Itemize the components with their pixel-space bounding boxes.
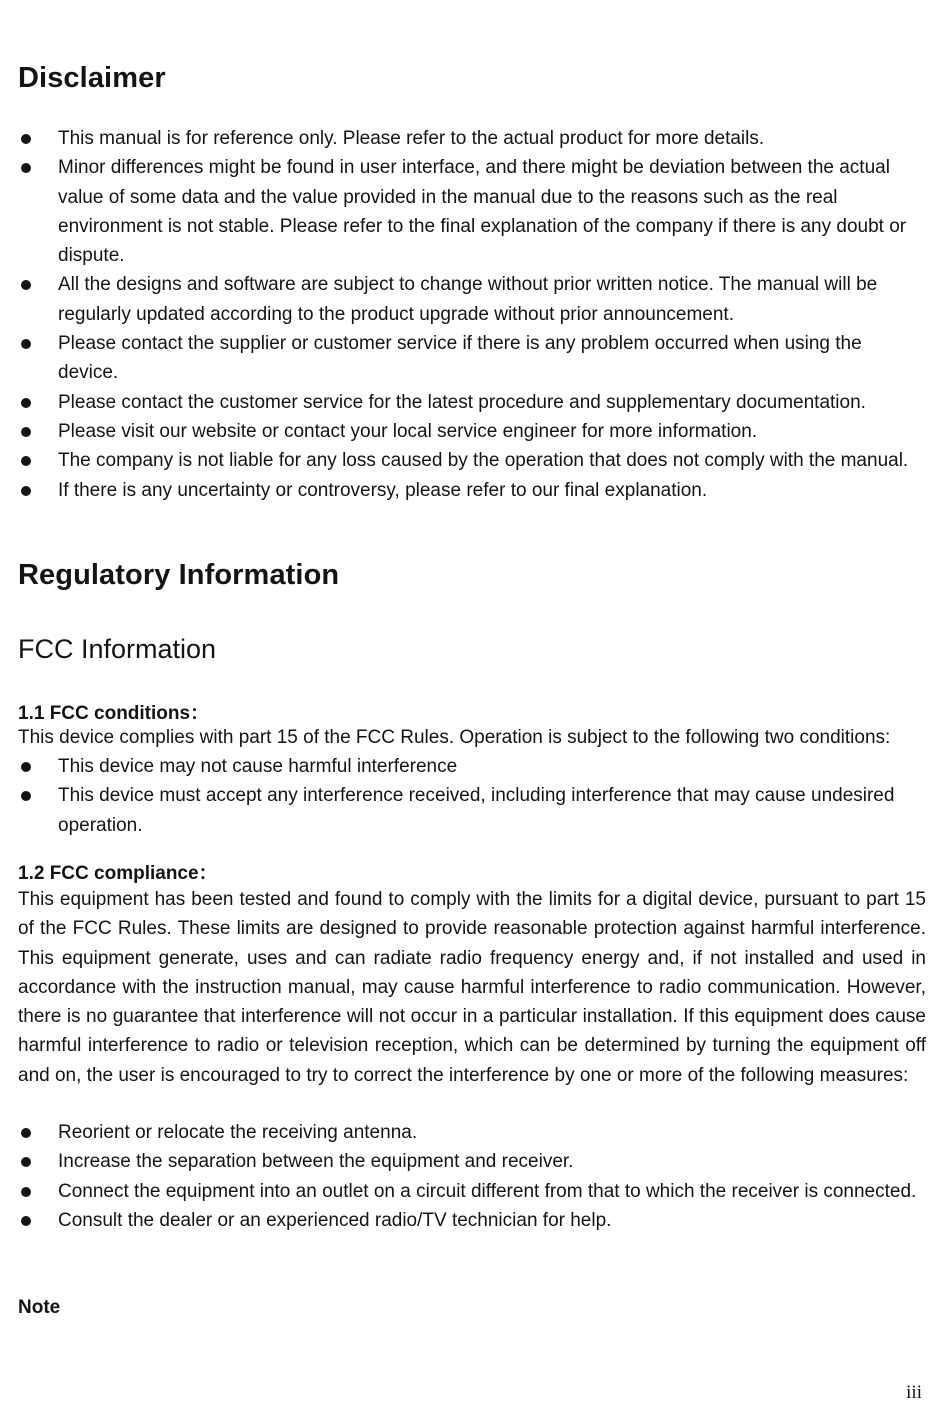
bullet-icon — [21, 1128, 31, 1138]
bullet-icon — [21, 791, 31, 801]
fcc-conditions-heading: 1.1 FCC conditions： — [18, 703, 210, 724]
list-item-text: Reorient or relocate the receiving antenna. — [58, 1122, 418, 1143]
bullet-icon — [21, 163, 31, 173]
bullet-icon — [21, 1157, 31, 1167]
page-number: iii — [906, 1382, 922, 1403]
bullet-icon — [21, 280, 31, 290]
list-item — [18, 153, 926, 270]
list-item — [18, 781, 926, 840]
bullet-icon — [21, 398, 31, 408]
list-item-text: Connect the equipment into an outlet on a circuit different from that to which the receiver is connected. — [58, 1180, 917, 1202]
disclaimer-heading: Disclaimer — [18, 62, 166, 94]
regulatory-heading: Regulatory Information — [18, 559, 340, 591]
list-item-text: This device must accept any interference received, including interference that may cause undesired operation. — [58, 785, 895, 836]
bullet-icon — [21, 427, 31, 437]
list-item — [18, 270, 926, 329]
list-item-text: This manual is for reference only. Please refer to the actual product for more details. — [58, 128, 765, 149]
fcc-compliance-text: This equipment has been tested and found to comply with the limits for a digital device, pursuant to part 15 of the FCC Rules. These limits are designed to provide reasonable protection against harmful interference. This equipment generate, uses and can radiate radio frequency energy and, if not installed and used in accordance with the instruction manual, may cause harmful interference to radio communication. However, there is no guarantee that interference will not occur in a particular installation. If this equipment does cause harmful interference to radio or television reception, which can be determined by turning the equipment off and on, the user is encouraged to try to correct the interference by one or more of the following measures: — [18, 889, 926, 1086]
list-item — [18, 476, 926, 505]
list-item-text: Please contact the supplier or customer service if there is any problem occurred when using the device. — [58, 333, 862, 384]
fcc-information-heading: FCC Information — [18, 634, 217, 664]
list-item — [18, 1177, 926, 1206]
fcc-conditions-text: This device complies with part 15 of the FCC Rules. Operation is subject to the following two conditions: — [18, 727, 891, 748]
bullet-icon — [21, 134, 31, 144]
note-label: Note — [18, 1297, 61, 1318]
disclaimer-list — [18, 124, 926, 505]
list-item-text: The company is not liable for any loss caused by the operation that does not comply with the manual. — [58, 450, 909, 472]
list-item-text: Please visit our website or contact your local service engineer for more information. — [58, 420, 758, 442]
bullet-icon — [21, 762, 31, 772]
list-item-text: All the designs and software are subject to change without prior written notice. The manual will be regularly updated according to the product upgrade without prior announcement. — [58, 274, 878, 325]
fcc-compliance-heading: 1.2 FCC compliance： — [18, 863, 218, 884]
list-item-text: Please contact the customer service for the latest procedure and supplementary documentation. — [58, 391, 866, 413]
bullet-icon — [21, 339, 31, 349]
list-item — [18, 1147, 926, 1176]
list-item — [18, 388, 926, 417]
list-item-text: If there is any uncertainty or controversy, please refer to our final explanation. — [58, 479, 708, 501]
bullet-icon — [21, 1187, 31, 1197]
fcc-conditions-list — [18, 752, 926, 840]
bullet-icon — [21, 456, 31, 466]
list-item — [18, 752, 926, 781]
list-item-text: This device may not cause harmful interference — [58, 756, 458, 777]
list-item-text: Increase the separation between the equipment and receiver. — [58, 1151, 574, 1173]
list-item-text: Consult the dealer or an experienced radio/TV technician for help. — [58, 1209, 612, 1231]
bullet-icon — [21, 486, 31, 496]
list-item — [18, 446, 926, 475]
list-item — [18, 1206, 926, 1235]
list-item — [18, 1118, 926, 1147]
list-item — [18, 124, 926, 153]
list-item — [18, 417, 926, 446]
list-item — [18, 329, 926, 388]
fcc-measures-list — [18, 1118, 926, 1235]
bullet-icon — [21, 1216, 31, 1226]
list-item-text: Minor differences might be found in user interface, and there might be deviation between the actual value of some data and the value provided in the manual due to the reasons such as the real environment is not stable. Please refer to the final explanation of the company if there is any doubt or dispute. — [58, 157, 907, 267]
